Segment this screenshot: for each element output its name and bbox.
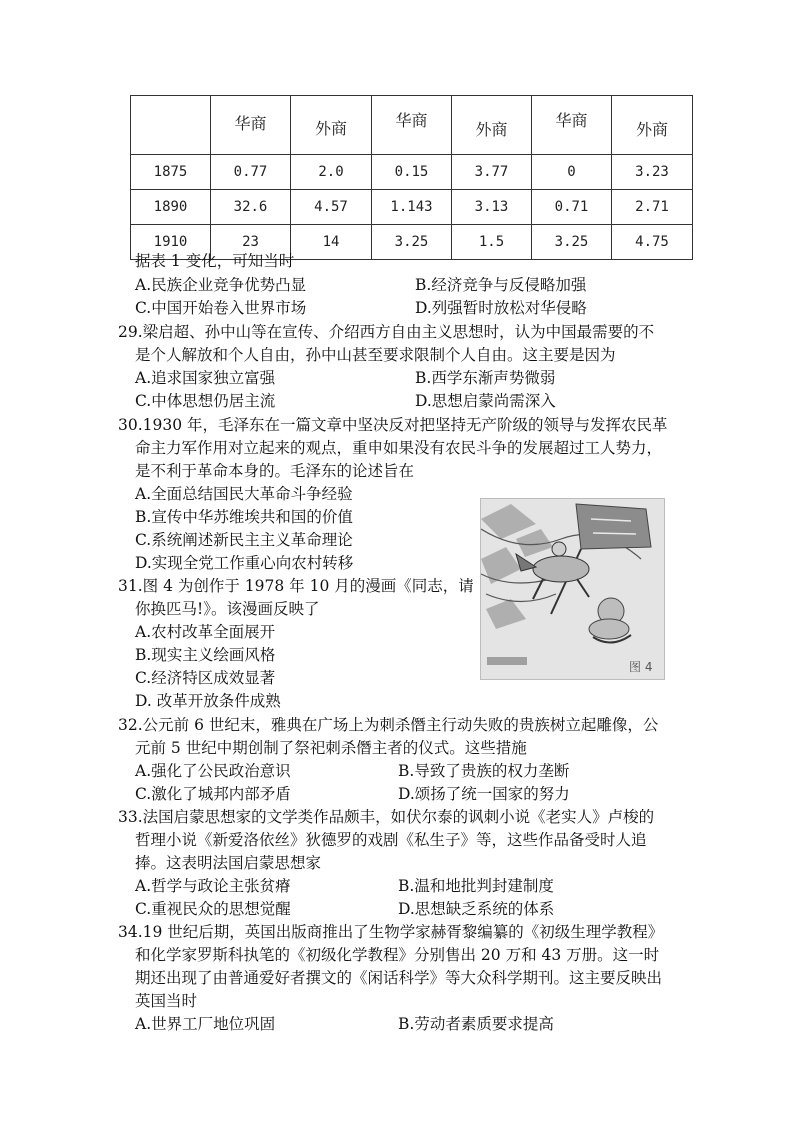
table-header-row — [131, 96, 693, 155]
table-cell: 3.25 — [532, 225, 612, 260]
table-cell: 1.143 — [372, 190, 452, 225]
table-cell: 3.77 — [452, 155, 532, 190]
header-cell: 华商 — [372, 96, 452, 155]
q31-option-b[interactable]: B.现实主义绘画风格 — [135, 646, 276, 664]
q31-option-d[interactable]: D. 改革开放条件成熟 — [135, 692, 281, 710]
q33-option-d[interactable]: D.思想缺乏系统的体系 — [398, 900, 555, 918]
question-34-line-1: 34.19 世纪后期，英国出版商推出了生物学家赫胥黎编纂的《初级生理学教程》 — [118, 923, 664, 941]
header-cell: 外商 — [291, 96, 372, 155]
question-30-line-3: 是不利于革命本身的。毛泽东的论述旨在 — [135, 462, 415, 480]
table-cell: 1875 — [131, 155, 211, 190]
table-cell: 3.13 — [452, 190, 532, 225]
q31-option-a[interactable]: A.农村改革全面展开 — [135, 623, 276, 641]
q30-option-b[interactable]: B.宣传中华苏维埃共和国的价值 — [135, 508, 353, 526]
table-cell: 1910 — [131, 225, 211, 260]
header-cell — [131, 96, 211, 155]
table-cell: 1.5 — [452, 225, 532, 260]
q33-option-b[interactable]: B.温和地批判封建制度 — [398, 877, 554, 895]
question-34-line-3: 期还出现了由普通爱好者撰文的《闲话科学》等大众科学期刊。这主要反映出 — [135, 969, 663, 987]
q28-option-d[interactable]: D.列强暂时放松对华侵略 — [415, 299, 587, 317]
header-cell: 外商 — [452, 96, 532, 155]
question-31-line-2: 你换匹马!》。该漫画反映了 — [135, 600, 320, 618]
question-32-line-2: 元前 5 世纪中期创制了祭祀刺杀僭主者的仪式。这些措施 — [135, 739, 527, 757]
header-cell: 华商 — [532, 96, 612, 155]
question-34-line-4: 英国当时 — [135, 992, 198, 1010]
table-row — [131, 190, 693, 225]
table-cell: 4.75 — [612, 225, 693, 260]
table-cell: 0.77 — [211, 155, 291, 190]
question-34-line-2: 和化学家罗斯科执笔的《初级化学教程》分别售出 20 万和 43 万册。这一时 — [135, 946, 660, 964]
question-30-line-2: 命主力军作用对立起来的观点，重申如果没有农民斗争的发展超过工人势力， — [135, 439, 663, 457]
q32-option-c[interactable]: C.激化了城邦内部矛盾 — [135, 785, 291, 803]
trade-table — [130, 95, 693, 260]
q33-option-c[interactable]: C.重视民众的思想觉醒 — [135, 900, 291, 918]
q30-option-c[interactable]: C.系统阐述新民主主义革命理论 — [135, 531, 353, 549]
table-cell: 3.23 — [612, 155, 693, 190]
q28-option-b[interactable]: B.经济竞争与反侵略加强 — [415, 276, 587, 294]
q32-option-a[interactable]: A.强化了公民政治意识 — [135, 762, 291, 780]
question-31-line-1: 31.图 4 为创作于 1978 年 10 月的漫画《同志，请 — [118, 577, 474, 595]
table-cell: 2.0 — [291, 155, 372, 190]
cartoon-figure-4 — [480, 498, 665, 680]
table-cell: 0.71 — [532, 190, 612, 225]
question-32-line-1: 32.公元前 6 世纪末，雅典在广场上为刺杀僭主行动失败的贵族树立起雕像，公 — [118, 716, 659, 734]
q29-option-a[interactable]: A.追求国家独立富强 — [135, 369, 276, 387]
q32-option-d[interactable]: D.颂扬了统一国家的努力 — [398, 785, 570, 803]
q30-option-d[interactable]: D.实现全党工作重心向农村转移 — [135, 554, 354, 572]
table-cell: 3.25 — [372, 225, 452, 260]
table-row — [131, 155, 693, 190]
q30-option-a[interactable]: A.全面总结国民大革命斗争经验 — [135, 485, 353, 503]
table-cell: 23 — [211, 225, 291, 260]
table-cell: 14 — [291, 225, 372, 260]
q31-option-c[interactable]: C.经济特区成效显著 — [135, 669, 276, 687]
question-30-line-1: 30.1930 年，毛泽东在一篇文章中坚决反对把坚持无产阶级的领导与发挥农民革 — [118, 416, 668, 434]
q28-option-a[interactable]: A.民族企业竞争优势凸显 — [135, 276, 307, 294]
q29-option-c[interactable]: C.中体思想仍居主流 — [135, 392, 276, 410]
question-29-line-2: 是个人解放和个人自由，孙中山甚至要求限制个人自由。这主要是因为 — [135, 346, 616, 364]
table-cell: 4.57 — [291, 190, 372, 225]
table-cell: 32.6 — [211, 190, 291, 225]
question-33-line-1: 33.法国启蒙思想家的文学类作品颇丰，如伏尔泰的讽刺小说《老实人》卢梭的 — [118, 808, 655, 826]
q34-option-b[interactable]: B.劳动者素质要求提高 — [398, 1015, 554, 1033]
cartoon-illustration — [481, 499, 664, 679]
table-cell: 0 — [532, 155, 612, 190]
question-33-line-3: 捧。这表明法国启蒙思想家 — [135, 854, 322, 872]
question-28-stem: 据表 1 变化，可知当时 — [135, 252, 295, 270]
table-cell: 2.71 — [612, 190, 693, 225]
q29-option-b[interactable]: B.西学东渐声势微弱 — [415, 369, 556, 387]
q28-option-c[interactable]: C.中国开始卷入世界市场 — [135, 299, 307, 317]
q29-option-d[interactable]: D.思想启蒙尚需深入 — [415, 392, 556, 410]
table-cell: 0.15 — [372, 155, 452, 190]
question-33-line-2: 哲理小说《新爱洛依丝》狄德罗的戏剧《私生子》等，这些作品备受时人追 — [135, 831, 647, 849]
question-29-line-1: 29.梁启超、孙中山等在宣传、介绍西方自由主义思想时，认为中国最需要的不 — [118, 323, 655, 341]
header-cell: 华商 — [211, 96, 291, 155]
figure-4-label: 图 4 — [629, 660, 653, 674]
q32-option-b[interactable]: B.导致了贵族的权力垄断 — [398, 762, 570, 780]
table-cell: 1890 — [131, 190, 211, 225]
header-cell: 外商 — [612, 96, 693, 155]
q34-option-a[interactable]: A.世界工厂地位巩固 — [135, 1015, 276, 1033]
q33-option-a[interactable]: A.哲学与政论主张贫瘠 — [135, 877, 291, 895]
